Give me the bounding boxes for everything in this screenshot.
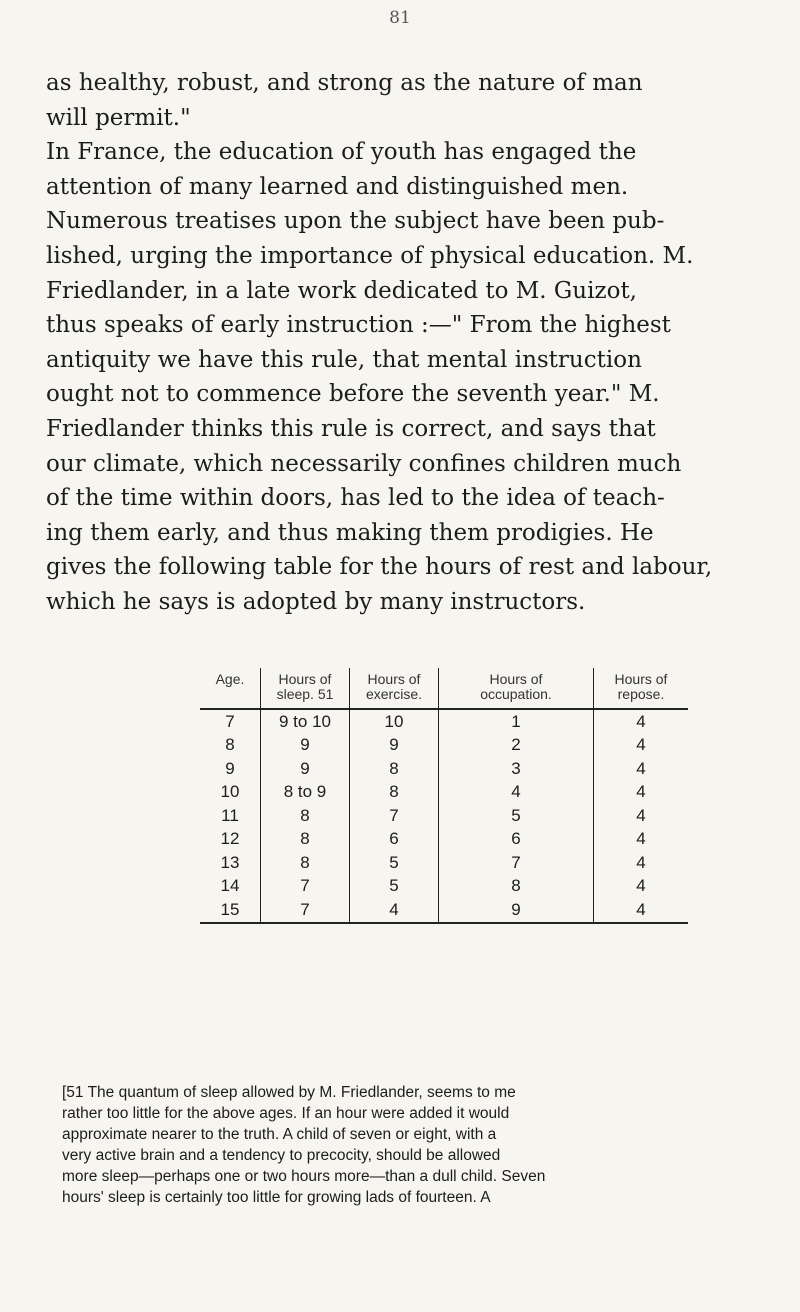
header-age: Age.: [200, 668, 261, 709]
footnote-line: approximate nearer to the truth. A child of seven or eight, with a: [62, 1126, 497, 1143]
header-exercise: [350, 668, 439, 709]
cell-exercise: 5: [350, 851, 439, 875]
cell-exercise: 8: [350, 757, 439, 781]
cell-occupation: 3: [439, 757, 594, 781]
body-line: will permit.": [46, 104, 191, 131]
cell-occupation: 8: [439, 875, 594, 899]
cell-occupation: 2: [439, 734, 594, 758]
cell-exercise: 7: [350, 804, 439, 828]
body-line: attention of many learned and distinguished men.: [46, 173, 629, 200]
body-line: of the time within doors, has led to the idea of teach-: [46, 485, 665, 512]
footnote-line: more sleep—perhaps one or two hours more—than a dull child. Seven: [62, 1168, 546, 1185]
cell-sleep: 8: [261, 828, 350, 852]
cell-repose: 4: [636, 829, 646, 849]
header-repose-line1: Hours of: [614, 671, 668, 687]
cell-exercise: 5: [350, 875, 439, 899]
header-exercise-line2: exercise.: [365, 686, 423, 702]
header-sleep-line1: Hours of: [278, 671, 332, 687]
table-header-row: [200, 668, 688, 709]
cell-exercise: 4: [350, 898, 439, 923]
body-line: ing them early, and thus making them prodigies. He: [46, 519, 654, 546]
cell-repose: 4: [636, 876, 646, 896]
cell-occupation: 6: [439, 828, 594, 852]
table-row: [200, 898, 688, 923]
cell-sleep: 8: [261, 851, 350, 875]
cell-age: 13: [200, 851, 261, 875]
header-exercise-line1: Hours of: [367, 671, 421, 687]
body-line: In France, the education of youth has engaged the: [46, 139, 637, 166]
cell-sleep: 8 to 9: [261, 781, 350, 805]
footnote: [62, 1082, 782, 1208]
body-line: our climate, which necessarily confines children much: [46, 450, 682, 477]
cell-exercise: 9: [350, 734, 439, 758]
cell-repose: 4: [636, 758, 646, 778]
body-line: thus speaks of early instruction :—" From the highest: [46, 312, 671, 339]
cell-sleep: 7: [261, 875, 350, 899]
table-row: [200, 734, 688, 758]
table-row: [200, 757, 688, 781]
header-sleep: [261, 668, 350, 709]
table-row: [200, 875, 688, 899]
cell-sleep: 9: [261, 757, 350, 781]
footnote-line: very active brain and a tendency to precocity, should be allowed: [62, 1147, 501, 1164]
body-line: antiquity we have this rule, that mental instruction: [46, 346, 642, 373]
cell-repose: 4: [636, 852, 646, 872]
body-line: lished, urging the importance of physical education. M.: [46, 242, 694, 269]
footnote-line: hours' sleep is certainly too little for growing lads of fourteen. A: [62, 1189, 491, 1206]
table-row: [200, 709, 688, 734]
cell-age: 10: [200, 781, 261, 805]
cell-age: 7: [200, 709, 261, 734]
cell-repose: 4: [636, 805, 646, 825]
hours-table-container: [200, 668, 688, 924]
body-line: Friedlander, in a late work dedicated to M. Guizot,: [46, 277, 637, 304]
cell-occupation: 1: [439, 709, 594, 734]
cell-sleep: 8: [261, 804, 350, 828]
body-line: ought not to commence before the seventh year." M.: [46, 381, 660, 408]
cell-age: 15: [200, 898, 261, 923]
cell-age: 9: [200, 757, 261, 781]
hours-table: [200, 668, 688, 924]
table-row: [200, 851, 688, 875]
body-line: which he says is adopted by many instructors.: [46, 588, 586, 615]
cell-sleep: 7: [261, 898, 350, 923]
cell-exercise: 6: [350, 828, 439, 852]
cell-sleep: 9: [261, 734, 350, 758]
header-repose: [594, 668, 689, 709]
cell-age: 11: [200, 804, 261, 828]
table-row: [200, 828, 688, 852]
cell-occupation: 9: [439, 898, 594, 923]
cell-age: 8: [200, 734, 261, 758]
cell-repose: 4: [636, 711, 646, 731]
header-occupation: [439, 668, 594, 709]
cell-exercise: 10: [350, 709, 439, 734]
body-line: Friedlander thinks this rule is correct, and says that: [46, 415, 656, 442]
header-occupation-line2: occupation.: [480, 686, 552, 702]
cell-exercise: 8: [350, 781, 439, 805]
footnote-line: [51 The quantum of sleep allowed by M. Friedlander, seems to me: [62, 1084, 516, 1101]
body-line: as healthy, robust, and strong as the nature of man: [46, 70, 643, 96]
cell-repose: 4: [636, 782, 646, 802]
table-row: [200, 781, 688, 805]
footnote-line: rather too little for the above ages. If an hour were added it would: [62, 1105, 510, 1122]
cell-occupation: 5: [439, 804, 594, 828]
cell-repose: 4: [594, 898, 689, 923]
cell-age: 14: [200, 875, 261, 899]
header-repose-line2: repose.: [617, 686, 665, 702]
header-sleep-line2: sleep. 51: [276, 686, 334, 702]
body-line: gives the following table for the hours of rest and labour,: [46, 554, 713, 581]
cell-occupation: 7: [439, 851, 594, 875]
page-number: 81: [389, 8, 411, 28]
body-line: Numerous treatises upon the subject have been pub-: [46, 208, 665, 235]
cell-sleep: 9 to 10: [261, 709, 350, 734]
cell-repose: 4: [636, 735, 646, 755]
table-row: [200, 804, 688, 828]
cell-age: 12: [200, 828, 261, 852]
cell-occupation: 4: [439, 781, 594, 805]
header-occupation-line1: Hours of: [489, 671, 543, 687]
body-text: [46, 66, 766, 620]
